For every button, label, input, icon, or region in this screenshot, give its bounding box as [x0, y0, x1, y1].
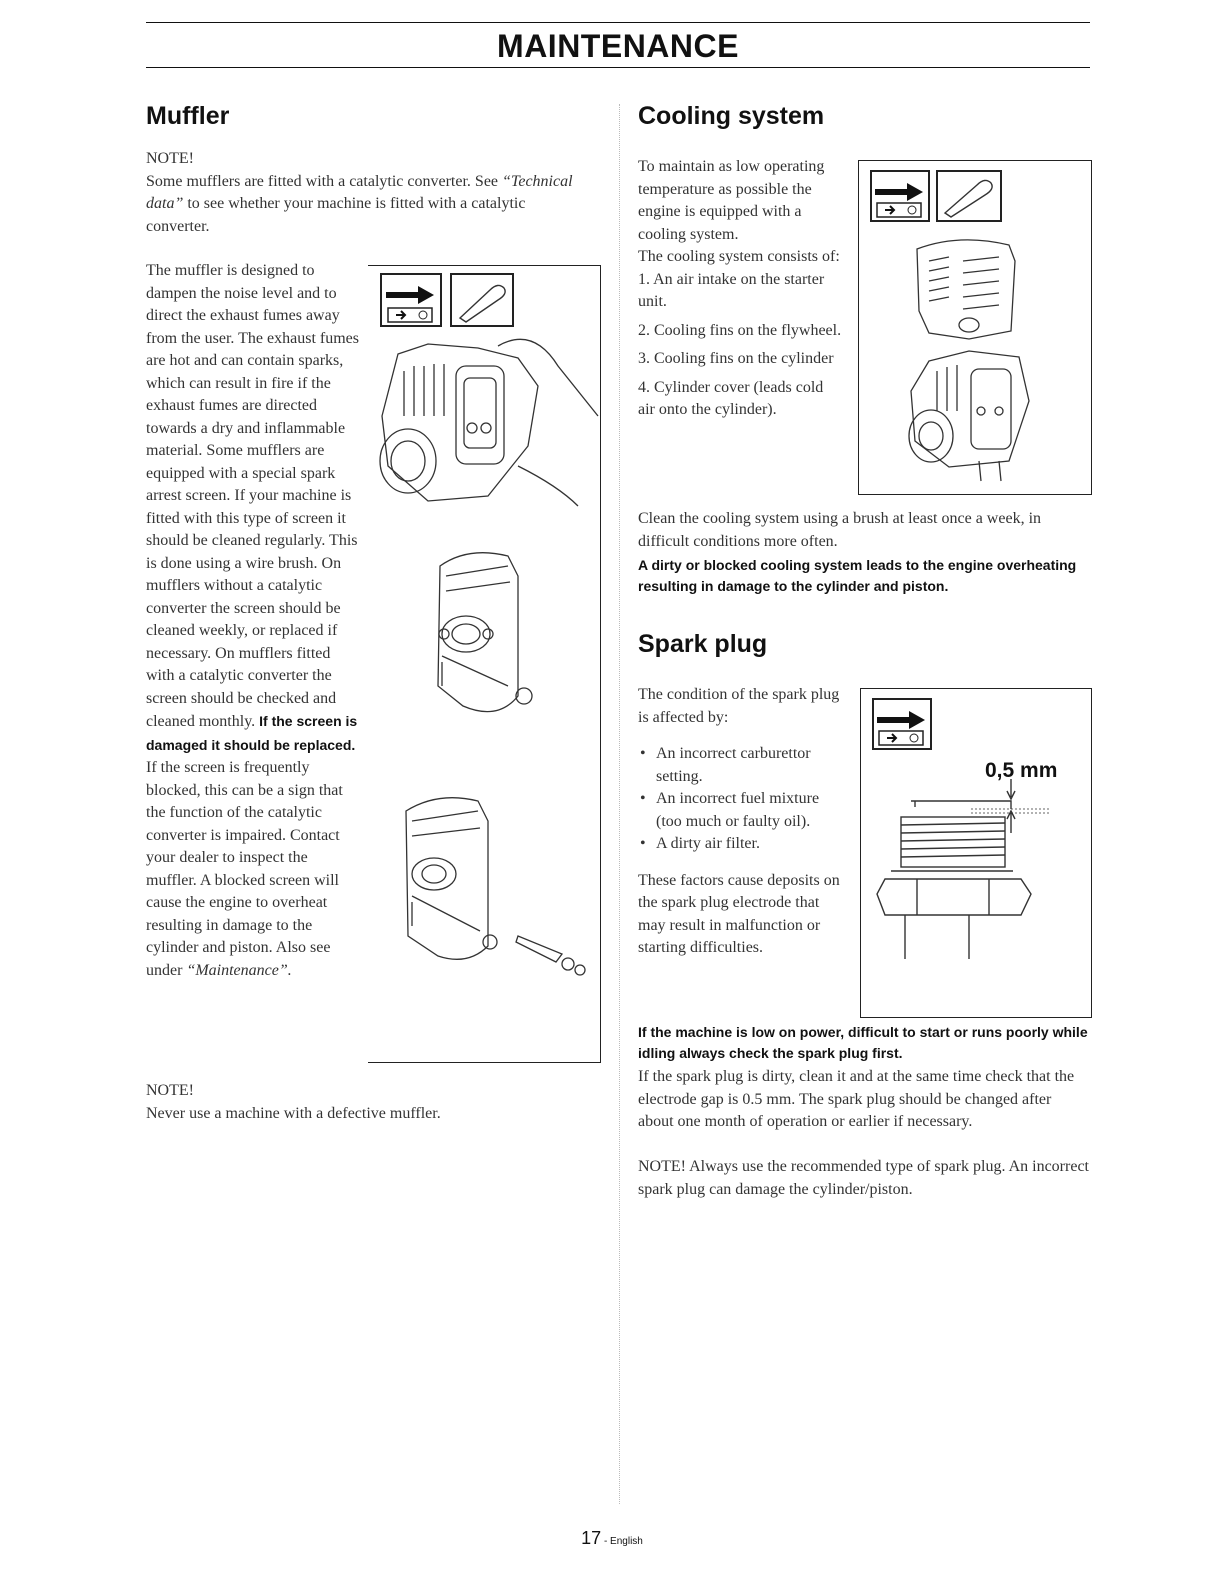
muffler-description — [146, 260, 360, 982]
spark-heading: Spark plug — [638, 630, 768, 658]
spark-para-2: NOTE! Always use the recommended type of spark plug. An incorrect spark plug can damage the cylinder/piston. — [638, 1158, 1089, 1198]
technical-data-reference: “Technical data” — [146, 172, 573, 212]
muffler-note — [146, 148, 586, 238]
spark-description — [638, 684, 848, 960]
page-title: MAINTENANCE — [497, 28, 739, 64]
page-language: - English — [601, 1536, 643, 1547]
maintenance-reference: “Maintenance”. — [186, 961, 292, 979]
cooling-list — [638, 269, 844, 422]
muffler-figure — [368, 265, 601, 1063]
spark-bullet-list — [638, 743, 848, 856]
cooling-item-2: 2. Cooling fins on the flywheel. — [638, 321, 842, 339]
muffler-note-text-1: Some mufflers are fitted with a catalytic converter. See — [146, 172, 499, 190]
spark-bullet-2: • An incorrect fuel mixture (too much or faulty oil). — [656, 788, 848, 833]
cooling-item-4: 4. Cylinder cover (leads cold air onto the cylinder). — [638, 378, 824, 418]
muffler-note-2 — [146, 1080, 586, 1125]
spark-figure — [860, 688, 1092, 1018]
spark-plug-illustration — [861, 689, 1091, 1017]
cooling-heading: Cooling system — [638, 102, 825, 130]
muffler-note-text — [146, 171, 586, 239]
cooling-consists: The cooling system consists of: — [638, 248, 840, 265]
muffler-note-label: NOTE! — [146, 150, 194, 167]
page-number-value: 17 — [581, 1528, 602, 1548]
cooling-figure — [858, 160, 1092, 495]
muffler-note2-text: Never use a machine with a defective muffler. — [146, 1104, 441, 1122]
cooling-item-1: 1. An air intake on the starter unit. — [638, 270, 825, 310]
spark-warning: If the machine is low on power, difficult to start or runs poorly while idling always check the spark plug first. — [638, 1024, 1088, 1061]
cooling-description — [638, 156, 844, 422]
muffler-note-text-2: to see whether your machine is fitted with a catalytic converter. — [146, 195, 526, 235]
spark-para-1: If the spark plug is dirty, clean it and at the same time check that the electrode gap is 0.5 mm. The spark plug should be changed after about one month of operation or earlier if necessary. — [638, 1068, 1075, 1130]
electrode-gap-label: 0,5 mm — [985, 759, 1058, 782]
column-divider — [619, 104, 620, 1504]
spark-bullet-3: • A dirty air filter. — [656, 833, 848, 856]
cooling-warning: A dirty or blocked cooling system leads to the engine overheating resulting in damage to the cylinder and piston. — [638, 557, 1077, 594]
spark-bullet-1: • An incorrect carburettor setting. — [656, 743, 848, 788]
top-rule — [146, 22, 1090, 23]
muffler-para-bold: If the screen is damaged it should be replaced. — [146, 713, 358, 753]
muffler-illustration — [368, 266, 600, 1062]
muffler-heading: Muffler — [146, 102, 230, 130]
title-rule — [146, 67, 1090, 68]
muffler-para-2: If the screen is frequently blocked, this can be a sign that the function of the catalytic converter is impaired. Contact your dealer to inspect the muffler. A blocked screen will cause the engine to overheat resulting in damage to the cylinder and piston. Also see under — [146, 759, 343, 979]
cooling-intro: To maintain as low operating temperature as possible the engine is equipped with a cooling system. — [638, 158, 825, 243]
cooling-item-3: 3. Cooling fins on the cylinder — [638, 350, 834, 367]
cooling-clean-text: Clean the cooling system using a brush at least once a week, in difficult conditions more often. — [638, 510, 1042, 550]
page-number — [0, 1528, 1224, 1549]
spark-intro: The condition of the spark plug is affected by: — [638, 686, 840, 726]
cooling-illustration — [859, 161, 1091, 494]
muffler-note2-label: NOTE! — [146, 1082, 194, 1099]
muffler-para-1: The muffler is designed to dampen the noise level and to direct the exhaust fumes away from the user. The exhaust fumes are hot and can contain sparks, which can result in fire if the exhaust fumes are directed towards a dry and inflammable material. Some mufflers are equipped with a special spark arrest screen. If your machine is fitted with this type of screen it should be cleaned regularly. This is done using a wire brush. On mufflers without a catalytic converter the screen should be cleaned weekly, or replaced if necessary. On mufflers fitted with a catalytic converter the screen should be checked and cleaned monthly. — [146, 262, 359, 730]
spark-factors: These factors cause deposits on the spark plug electrode that may result in malfunction or starting difficulties. — [638, 871, 840, 956]
